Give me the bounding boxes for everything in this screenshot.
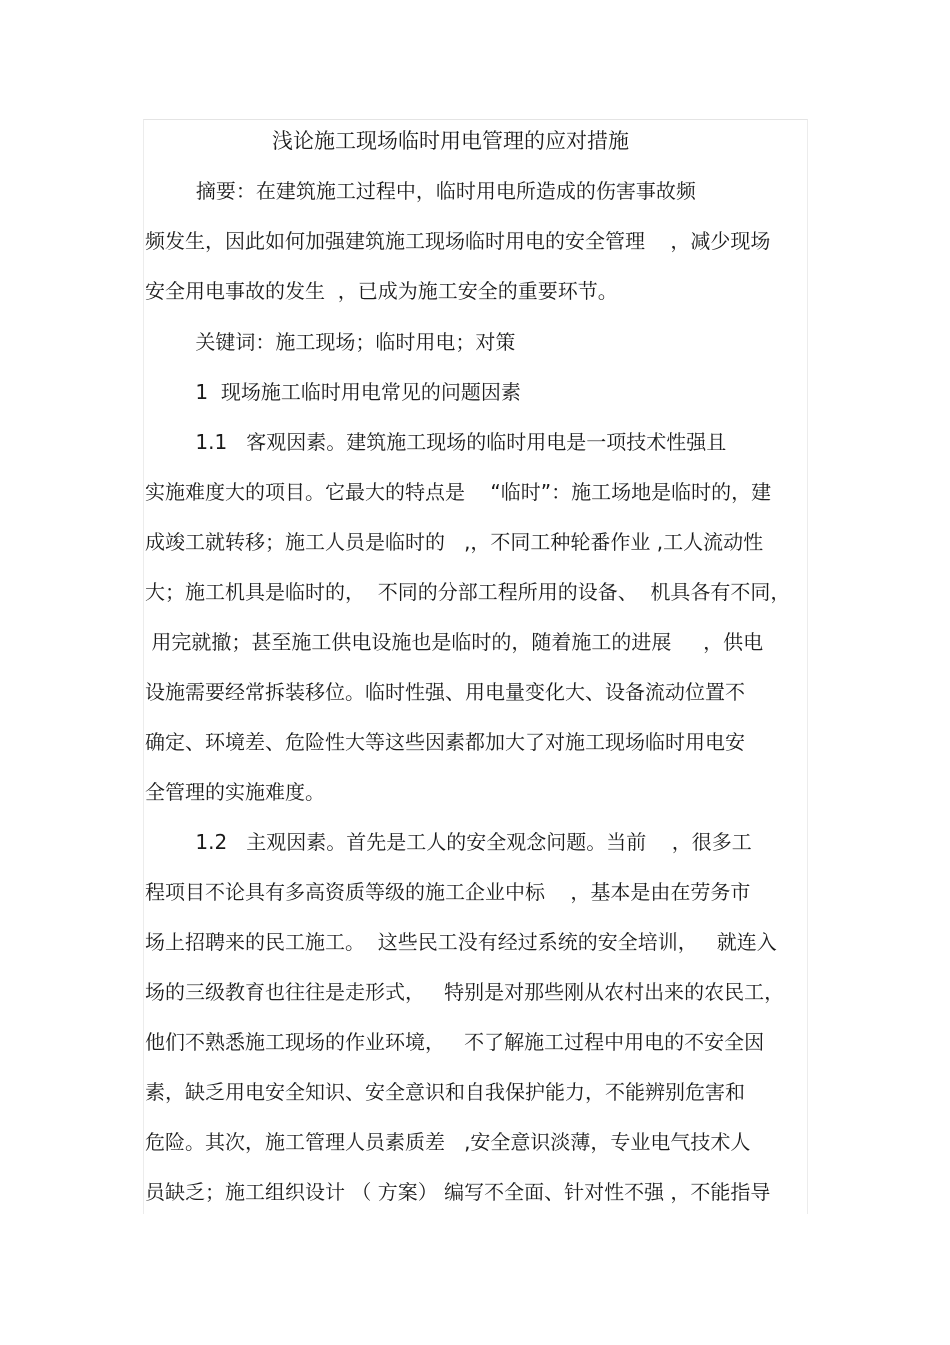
body-line: 程项目不论具有多高资质等级的施工企业中标 ，基本是由在劳务市 bbox=[145, 880, 751, 904]
body-line: 用完就撤；甚至施工供电设施也是临时的，随着施工的进展 ，供电 bbox=[145, 630, 764, 654]
body-line: 成竣工就转移；施工人员是临时的 ,，不同工种轮番作业 ,工人流动性 bbox=[145, 530, 764, 554]
body-line: 摘要：在建筑施工过程中，临时用电所造成的伤害事故频 bbox=[145, 179, 696, 203]
body-line: 设施需要经常拆装移位。临时性强、用电量变化大、设备流动位置不 bbox=[145, 680, 745, 704]
body-line: 他们不熟悉施工现场的作业环境， 不了解施工过程中用电的不安全因 bbox=[145, 1030, 765, 1054]
document-title: 浅论施工现场临时用电管理的应对措施 bbox=[272, 129, 629, 153]
body-line: 员缺乏；施工组织设计 （ 方案） 编写不全面、针对性不强 ，不能指导 bbox=[145, 1180, 771, 1204]
body-line: 确定、环境差、危险性大等这些因素都加大了对施工现场临时用电安 bbox=[145, 730, 745, 754]
body-line: 关键词：施工现场；临时用电；对策 bbox=[170, 330, 516, 354]
body-line: 1.1 客观因素。建筑施工现场的临时用电是一项技术性强且 bbox=[170, 430, 727, 454]
body-line: 危险。其次，施工管理人员素质差 ,安全意识淡薄，专业电气技术人 bbox=[145, 1130, 751, 1154]
body-line: 频发生，因此如何加强建筑施工现场临时用电的安全管理 ，减少现场 bbox=[145, 229, 771, 253]
body-line: 实施难度大的项目。它最大的特点是 “临时”：施工场地是临时的，建 bbox=[145, 480, 772, 504]
body-line: 安全用电事故的发生 ，已成为施工安全的重要环节。 bbox=[145, 279, 618, 303]
body-line: 场上招聘来的民工施工。 这些民工没有经过系统的安全培训， 就连入 bbox=[145, 930, 777, 954]
body-line: 素，缺乏用电安全知识、安全意识和自我保护能力，不能辨别危害和 bbox=[145, 1080, 745, 1104]
body-line: 场的三级教育也往往是走形式， 特别是对那些刚从农村出来的农民工， bbox=[145, 980, 785, 1004]
body-line: 1 现场施工临时用电常见的问题因素 bbox=[170, 380, 521, 404]
body-line: 大；施工机具是临时的， 不同的分部工程所用的设备、 机具各有不同， bbox=[145, 580, 791, 604]
body-line: 全管理的实施难度。 bbox=[145, 780, 325, 804]
body-line: 1.2 主观因素。首先是工人的安全观念问题。当前 ，很多工 bbox=[170, 830, 752, 854]
